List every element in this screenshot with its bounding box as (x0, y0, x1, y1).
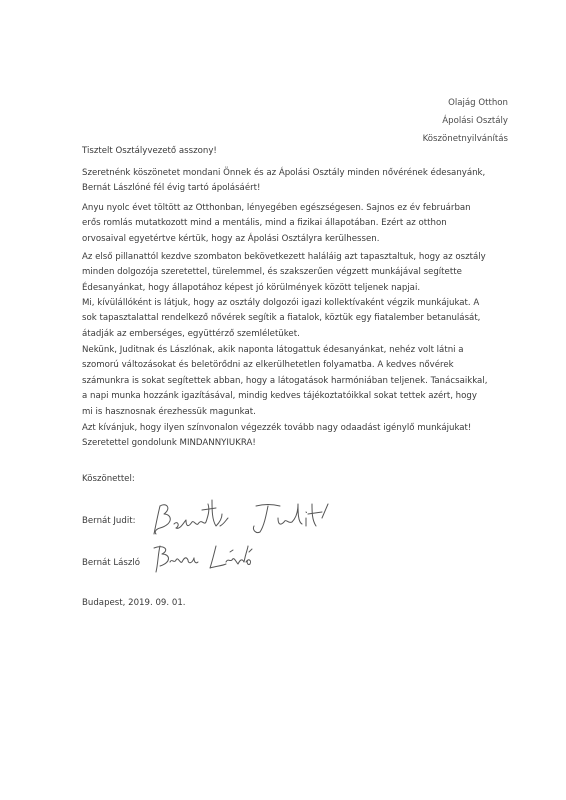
place-and-date: Budapest, 2019. 09. 01. (82, 598, 186, 608)
closing-text: Köszönettel: (82, 474, 135, 484)
paragraph-line: szomorú változásokat és beletörődni az elkerülhetetlen folyamatba. A kedves nővérek (82, 360, 454, 371)
paragraph-line: Azt kívánjuk, hogy ilyen színvonalon végezzék tovább nagy odaadást igénylő munkájukat! (82, 423, 472, 433)
paragraph-line: orvosaival egyetértve kértük, hogy az Ápolási Osztályra kerülhessen. (82, 233, 380, 244)
paragraph-line: mi is hasznosnak érezhessük magunkat. (82, 406, 256, 417)
paragraph-2 (82, 201, 502, 247)
paragraph-line: Anyu nyolc évet töltött az Otthonban, lényegében egészségesen. Sajnos ez év februárban (82, 203, 471, 213)
paragraph-line: sok tapasztalattal rendelkező nővérek segítik a fiatalok, köztük egy fiatalember betanulását, (82, 313, 481, 324)
paragraph-line: a napi munka hozzánk igazításával, mindig kedves tájékoztatóikkal sokat tettek azért, hogy (82, 391, 477, 402)
signatory-name-2: Bernát László (82, 558, 141, 568)
paragraph-line: Bernát Lászlóné fél évig tartó ápolásáért! (82, 183, 261, 194)
paragraph-1 (82, 166, 502, 197)
signature-laszlo (150, 540, 260, 576)
paragraph-line: Az első pillanattól kezdve szombaton bekövetkezett haláláig azt tapasztaltuk, hogy az osztály (82, 252, 486, 262)
paragraph-line: erős romlás mutatkozott mind a mentális, mind a fizikai állapotában. Ezért az otthon (82, 218, 447, 229)
signatory-name-1: Bernát Judit: (82, 516, 136, 526)
department-name: Ápolási Osztály (442, 116, 508, 126)
paragraph-line: átadják az emberséges, együttérző szemléletüket. (82, 328, 300, 339)
paragraph-3 (82, 250, 502, 296)
paragraph-4 (82, 296, 502, 342)
paragraph-6 (82, 421, 502, 452)
paragraph-5 (82, 343, 502, 420)
paragraph-line: Mi, kívülállóként is látjuk, hogy az osztály dolgozói igazi kollektívaként végzik munkájukat. A (82, 298, 480, 308)
paragraph-line: minden dolgozója szeretettel, türelemmel, és szakszerűen végzett munkájával segítette (82, 267, 462, 278)
paragraph-line: Szeretettel gondolunk MINDANNYIUKRA! (82, 438, 256, 449)
paragraph-line: Nekünk, Juditnak és Lászlónak, akik naponta látogattuk édesanyánkat, nehéz volt látni a (82, 345, 464, 355)
institution-name: Olajág Otthon (448, 98, 508, 108)
letter-header (423, 94, 508, 148)
document-type: Köszönetnyilvánítás (422, 134, 508, 144)
signature-judit (146, 496, 346, 538)
salutation: Tisztelt Osztályvezető asszony! (82, 146, 217, 156)
paragraph-line: Szeretnénk köszönetet mondani Önnek és az Ápolási Osztály minden nővérének édesanyánk, (82, 168, 486, 178)
paragraph-line: számunkra is sokat segítettek abban, hogy a látogatások harmóniában teljenek. Tanácsaikkal, (82, 375, 488, 386)
paragraph-line: Édesanyánkat, hogy állapotához képest jó körülmények között teljenek napjai. (82, 282, 421, 293)
